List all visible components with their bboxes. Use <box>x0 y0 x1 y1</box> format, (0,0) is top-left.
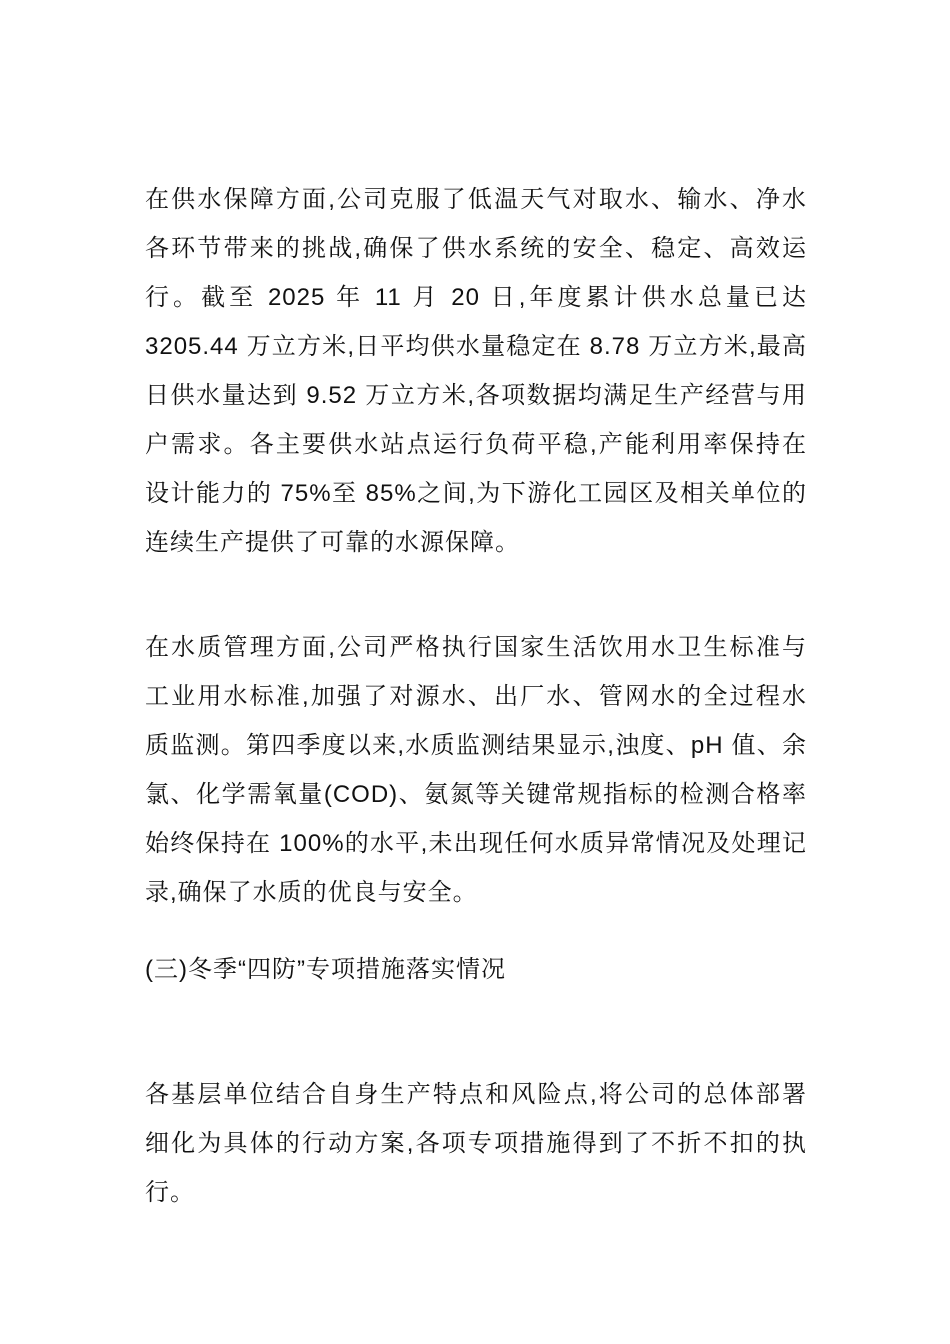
text-line: 工业用水标准,加强了对源水、出厂水、管网水的全过程水 <box>145 683 807 710</box>
text-line: 在水质管理方面,公司严格执行国家生活饮用水卫生标准与 <box>145 634 807 661</box>
paragraph-water-supply <box>145 175 807 567</box>
text-line: 设计能力的 75%至 85%之间,为下游化工园区及相关单位的 <box>145 480 807 507</box>
text-line: 户需求。各主要供水站点运行负荷平稳,产能利用率保持在 <box>145 431 807 458</box>
text-line: 各基层单位结合自身生产特点和风险点,将公司的总体部署 <box>145 1081 807 1108</box>
text-line: 始终保持在 100%的水平,未出现任何水质异常情况及处理记 <box>145 830 807 857</box>
text-line: 质监测。第四季度以来,水质监测结果显示,浊度、pH 值、余 <box>145 732 807 759</box>
text-line: 行。截至 2025 年 11 月 20 日,年度累计供水总量已达 <box>145 284 807 311</box>
text-line: 录,确保了水质的优良与安全。 <box>145 879 478 906</box>
paragraph-water-quality <box>145 623 807 917</box>
text-line: 行。 <box>145 1179 195 1206</box>
text-line: 在供水保障方面,公司克服了低温天气对取水、输水、净水 <box>145 186 807 213</box>
text-line: 各环节带来的挑战,确保了供水系统的安全、稳定、高效运 <box>145 235 807 262</box>
text-line: 氯、化学需氧量(COD)、氨氮等关键常规指标的检测合格率 <box>145 781 807 808</box>
text-line: 日供水量达到 9.52 万立方米,各项数据均满足生产经营与用 <box>145 382 807 409</box>
section-heading-text: (三)冬季“四防”专项措施落实情况 <box>145 956 506 983</box>
text-line: 3205.44 万立方米,日平均供水量稳定在 8.78 万立方米,最高 <box>145 333 807 360</box>
text-line: 细化为具体的行动方案,各项专项措施得到了不折不扣的执 <box>145 1130 807 1157</box>
text-line: 连续生产提供了可靠的水源保障。 <box>145 529 520 556</box>
section-heading <box>145 945 807 994</box>
paragraph-measures <box>145 1070 807 1217</box>
